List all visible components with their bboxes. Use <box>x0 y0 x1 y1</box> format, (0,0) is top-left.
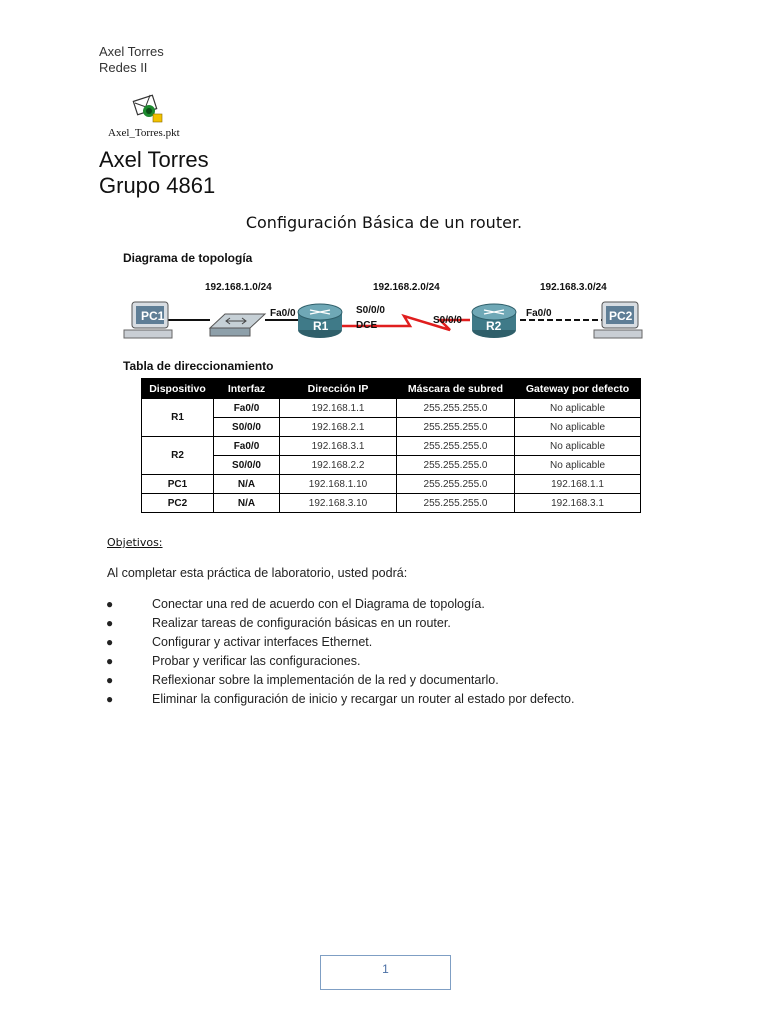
cell-mask: 255.255.255.0 <box>397 494 515 513</box>
cell-ip: 192.168.3.10 <box>280 494 397 513</box>
author-line: Axel Torres <box>99 44 164 59</box>
list-item: ● Probar y verificar las configuraciones. <box>106 652 726 671</box>
cell-ip: 192.168.3.1 <box>280 437 397 456</box>
r1-label: R1 <box>313 319 329 333</box>
topology-diagram <box>110 270 650 354</box>
topology-heading: Diagrama de topología <box>123 251 253 265</box>
cell-mask: 255.255.255.0 <box>397 456 515 475</box>
cell-gateway: No aplicable <box>515 418 641 437</box>
col-mask: Máscara de subred <box>397 379 515 399</box>
cell-mask: 255.255.255.0 <box>397 437 515 456</box>
objectives-list <box>106 595 726 709</box>
table-row <box>142 456 641 475</box>
cell-ip: 192.168.2.2 <box>280 456 397 475</box>
pc1-label: PC1 <box>141 309 165 323</box>
cell-device: R1 <box>142 399 214 437</box>
pc1-icon <box>124 302 172 338</box>
page-title: Configuración Básica de un router. <box>245 213 523 232</box>
cell-gateway: No aplicable <box>515 437 641 456</box>
cell-interface: Fa0/0 <box>214 437 280 456</box>
table-row <box>142 399 641 418</box>
bullet-icon: ● <box>106 654 114 668</box>
table-header-row <box>142 379 641 399</box>
list-item: ● Realizar tareas de configuración básicas en un router. <box>106 614 726 633</box>
cell-ip: 192.168.1.10 <box>280 475 397 494</box>
cell-mask: 255.255.255.0 <box>397 418 515 437</box>
packet-tracer-file-icon <box>132 94 166 124</box>
cell-interface: N/A <box>214 494 280 513</box>
list-item: ● Eliminar la configuración de inicio y recargar un router al estado por defecto. <box>106 690 726 709</box>
r1-serial-label: S0/0/0 <box>356 305 385 316</box>
cell-device: PC2 <box>142 494 214 513</box>
r2-label: R2 <box>486 319 502 333</box>
bullet-icon: ● <box>106 692 114 706</box>
r1-dce-label: DCE <box>356 320 378 331</box>
cell-ip: 192.168.2.1 <box>280 418 397 437</box>
network-label-1: 192.168.1.0/24 <box>205 282 272 293</box>
router-r2-icon <box>472 304 516 338</box>
table-row <box>142 475 641 494</box>
col-interface: Interfaz <box>214 379 280 399</box>
r2-fa-label: Fa0/0 <box>526 308 552 319</box>
cell-interface: S0/0/0 <box>214 418 280 437</box>
table-heading: Tabla de direccionamiento <box>123 359 274 373</box>
bullet-icon: ● <box>106 597 114 611</box>
course-line: Redes II <box>99 60 148 75</box>
list-item: ● Configurar y activar interfaces Ethernet. <box>106 633 726 652</box>
cell-mask: 255.255.255.0 <box>397 475 515 494</box>
cell-interface: S0/0/0 <box>214 456 280 475</box>
cell-interface: Fa0/0 <box>214 399 280 418</box>
cell-ip: 192.168.1.1 <box>280 399 397 418</box>
objectives-heading: Objetivos: <box>107 536 163 549</box>
doc-name: Axel Torres <box>99 147 209 172</box>
network-label-3: 192.168.3.0/24 <box>540 282 607 293</box>
bullet-icon: ● <box>106 673 114 687</box>
pc2-label: PC2 <box>609 309 633 323</box>
r2-serial-label: S0/0/0 <box>433 315 462 326</box>
doc-group: Grupo 4861 <box>99 173 216 198</box>
network-label-2: 192.168.2.0/24 <box>373 282 440 293</box>
objectives-intro: Al completar esta práctica de laboratorio, usted podrá: <box>107 566 408 580</box>
r1-fa-label: Fa0/0 <box>270 308 296 319</box>
table-row <box>142 418 641 437</box>
page-number: 1 <box>320 955 451 990</box>
cell-interface: N/A <box>214 475 280 494</box>
attachment-filename: Axel_Torres.pkt <box>108 127 180 139</box>
bullet-icon: ● <box>106 635 114 649</box>
cell-gateway: 192.168.3.1 <box>515 494 641 513</box>
cell-gateway: 192.168.1.1 <box>515 475 641 494</box>
cell-gateway: No aplicable <box>515 399 641 418</box>
cell-mask: 255.255.255.0 <box>397 399 515 418</box>
bullet-icon: ● <box>106 616 114 630</box>
table-row <box>142 437 641 456</box>
cell-gateway: No aplicable <box>515 456 641 475</box>
cell-device: R2 <box>142 437 214 475</box>
col-ip: Dirección IP <box>280 379 397 399</box>
switch-icon <box>210 314 265 336</box>
col-gateway: Gateway por defecto <box>515 379 641 399</box>
table-row <box>142 494 641 513</box>
router-r1-icon <box>298 304 342 338</box>
list-item: ● Conectar una red de acuerdo con el Diagrama de topología. <box>106 595 726 614</box>
col-device: Dispositivo <box>142 379 214 399</box>
cell-device: PC1 <box>142 475 214 494</box>
list-item: ● Reflexionar sobre la implementación de la red y documentarlo. <box>106 671 726 690</box>
addressing-table <box>141 378 641 513</box>
